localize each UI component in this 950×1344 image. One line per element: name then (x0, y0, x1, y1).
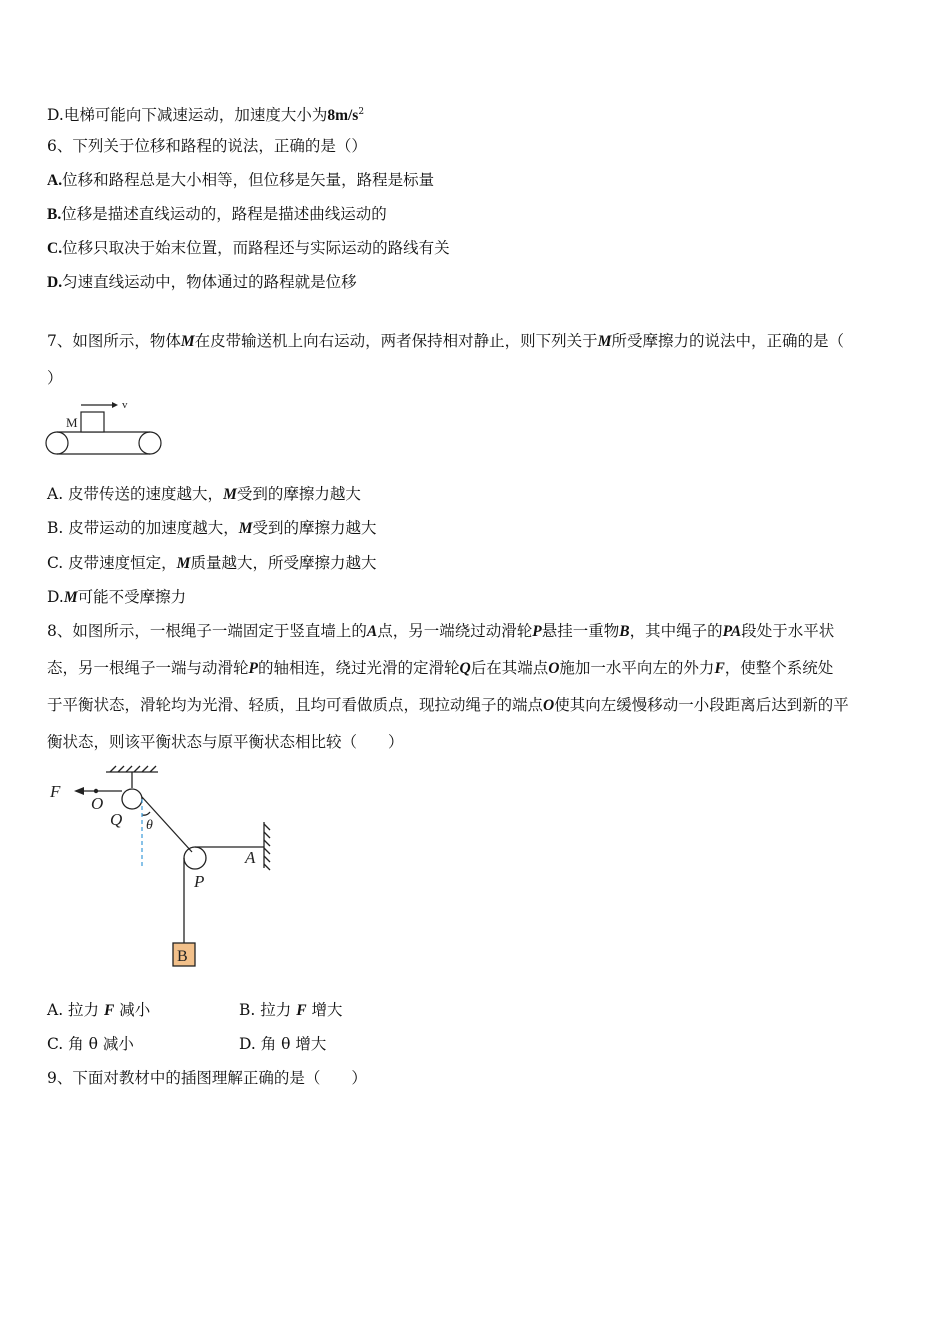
label-a: A (245, 848, 256, 867)
q7-stem-close: ） (47, 369, 63, 387)
symbol-f: F (104, 1002, 115, 1019)
symbol-m: M (180, 333, 195, 350)
q7-option-b (47, 518, 377, 539)
stem-text: 段处于水平状 (741, 622, 835, 640)
option-text: B. 皮带运动的加速度越大， (47, 519, 239, 537)
q6-option-c (47, 238, 450, 259)
q7-stem (47, 331, 844, 352)
option-text: 电梯可能向下减速运动，加速度大小为 (63, 106, 328, 125)
q7-option-c (47, 553, 376, 574)
stem-text: 施加一水平向左的外力 (559, 659, 715, 677)
stem-text: 态，另一根绳子一端与动滑轮 (47, 659, 249, 677)
q8-stem-line-3 (47, 695, 849, 716)
label-v: v (122, 399, 128, 411)
option-text: 可能不受摩擦力 (77, 588, 187, 606)
q8-option-a (47, 1000, 150, 1021)
pulley-system-figure (40, 760, 290, 970)
stem-text: 7、如图所示，物体 (47, 332, 181, 350)
option-text: 位移和路程总是大小相等，但位移是矢量，路程是标量 (62, 171, 435, 189)
option-letter: A. (47, 172, 63, 189)
symbol-o: O (543, 697, 555, 714)
stem-text: 8、如图所示，一根绳子一端固定于竖直墙上的 (47, 622, 367, 640)
symbol-f: F (296, 1002, 307, 1019)
option-letter: C. (47, 240, 63, 257)
stem-text: ，其中绳子的 (629, 622, 723, 640)
stem-text: 在皮带输送机上向右运动，两者保持相对静止，则下列关于 (194, 332, 598, 350)
symbol-o: O (548, 660, 560, 677)
symbol-p: P (532, 623, 542, 640)
force-arrow-head-icon (74, 787, 84, 795)
q8-stem-line-4: 衡状态，则该平衡状态与原平衡状态相比较（ ） (47, 733, 404, 751)
acceleration-value: 8m/s (327, 107, 359, 125)
stem-text: 使其向左缓慢移动一小段距离后达到新的平 (554, 696, 849, 714)
q5-option-d (47, 102, 364, 126)
option-text: A. 皮带传送的速度越大， (47, 485, 224, 503)
option-text: 位移只取决于始末位置，而路程还与实际运动的路线有关 (62, 239, 450, 257)
symbol-m: M (223, 486, 237, 503)
label-p: P (194, 872, 205, 891)
option-text: 受到的摩擦力越大 (252, 519, 377, 537)
label-f: F (50, 782, 61, 801)
symbol-m: M (238, 520, 253, 537)
q9-stem: 9、下面对教材中的插图理解正确的是（ ） (47, 1069, 367, 1087)
q6-option-d (47, 272, 357, 293)
label-q: Q (110, 810, 123, 829)
stem-text: 点，另一端绕过动滑轮 (377, 622, 533, 640)
stem-text: 后在其端点 (470, 659, 549, 677)
pulley-q (122, 789, 142, 809)
q8-option-d: D. 角 θ 增大 (239, 1035, 327, 1053)
block-m (81, 412, 104, 432)
option-text: 位移是描述直线运动的，路程是描述曲线运动的 (61, 205, 387, 223)
exponent: 2 (358, 107, 365, 117)
option-letter: B. (47, 206, 62, 223)
stem-text: 悬挂一重物 (541, 622, 620, 640)
symbol-pa: PA (722, 623, 742, 640)
symbol-a: A (366, 623, 378, 640)
option-text: 质量越大，所受摩擦力越大 (190, 554, 377, 572)
option-text: C. 皮带速度恒定， (47, 554, 177, 572)
option-text: A. 拉力 (47, 1001, 100, 1019)
option-text: 受到的摩擦力越大 (236, 485, 361, 503)
q7-option-a (47, 484, 361, 505)
q6-stem: 6、下列关于位移和路程的说法，正确的是（） (47, 137, 367, 155)
stem-text: ，使整个系统处 (724, 659, 834, 677)
q8-stem-line-1 (47, 621, 834, 642)
option-text: 增大 (311, 1001, 343, 1019)
theta-arc (142, 812, 150, 815)
pulley-p (184, 847, 206, 869)
symbol-b: B (619, 623, 630, 640)
point-o (94, 789, 98, 793)
q8-stem-line-2 (47, 658, 833, 679)
symbol-m: M (597, 333, 612, 350)
label-m: M (66, 415, 78, 430)
stem-text: 所受摩擦力的说法中，正确的是（ (611, 332, 844, 350)
option-letter: D. (47, 274, 63, 291)
q6-option-b (47, 204, 387, 225)
label-b: B (177, 948, 188, 965)
stem-text: 的轴相连，绕过光滑的定滑轮 (257, 659, 460, 677)
q8-option-b (239, 1000, 342, 1021)
label-theta: θ (146, 818, 153, 833)
symbol-m: M (176, 555, 191, 572)
label-o: O (91, 794, 104, 813)
belt-left-roller (46, 432, 68, 454)
stem-text: 于平衡状态，滑轮均为光滑、轻质，且均可看做质点，现拉动绳子的端点 (47, 696, 544, 714)
option-text: B. 拉力 (239, 1001, 292, 1019)
arrow-head-icon (112, 402, 118, 408)
symbol-m: M (63, 589, 78, 606)
symbol-f: F (714, 660, 725, 677)
q7-option-d (47, 587, 186, 608)
q6-option-a (47, 170, 434, 191)
option-text: 减小 (119, 1001, 151, 1019)
belt-right-roller (139, 432, 161, 454)
symbol-q: Q (459, 660, 471, 677)
symbol-p: P (248, 660, 258, 677)
q8-option-c: C. 角 θ 减小 (47, 1035, 134, 1053)
option-text: D. (47, 588, 64, 606)
conveyor-belt-figure (40, 394, 170, 460)
option-letter: D. (47, 106, 64, 125)
option-text: 匀速直线运动中，物体通过的路程就是位移 (62, 273, 357, 291)
